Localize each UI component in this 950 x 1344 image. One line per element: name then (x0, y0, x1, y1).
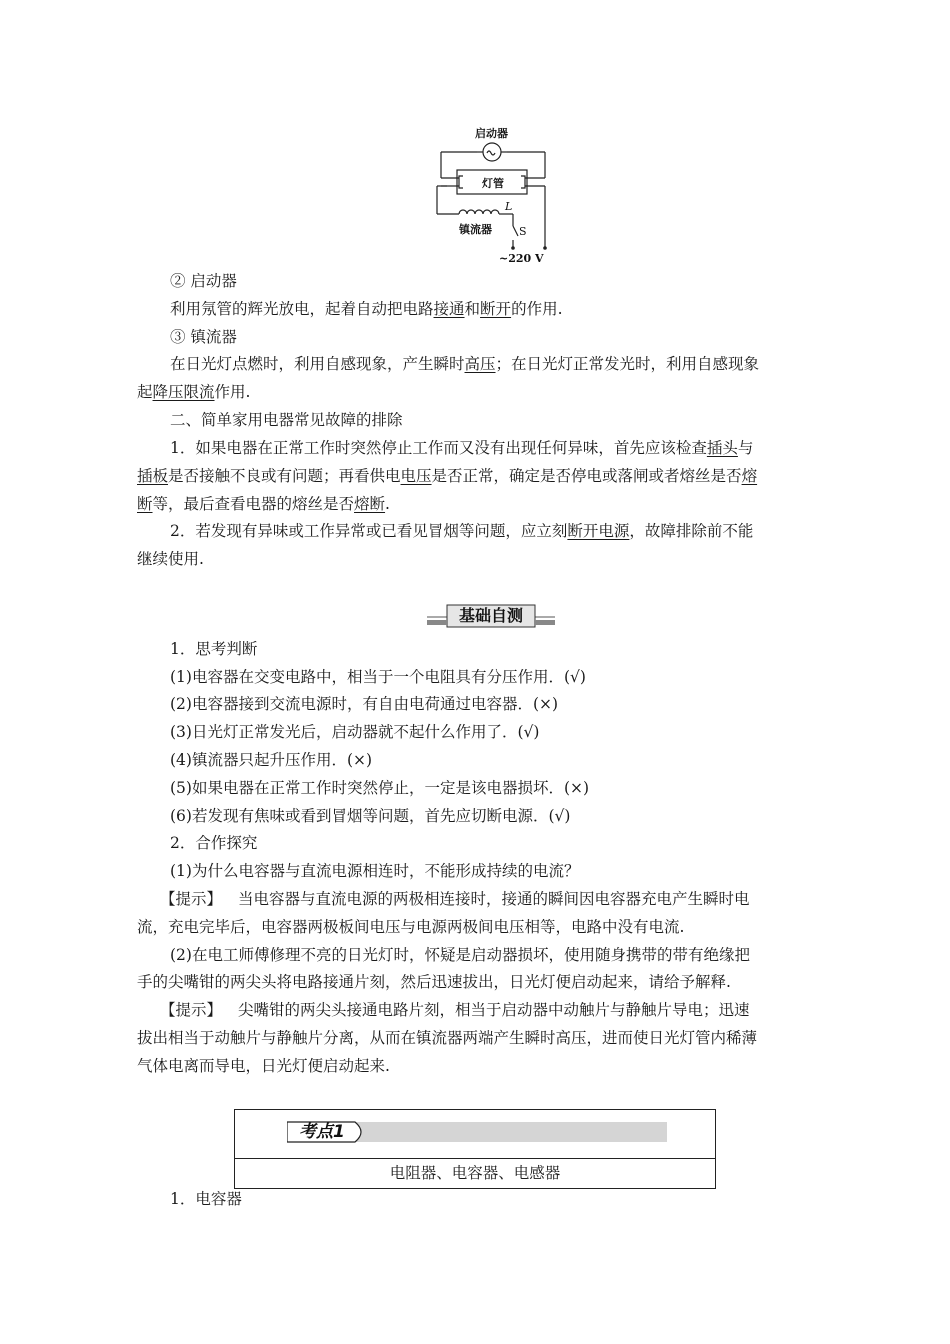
judge-item-5: (5)如果电器在正常工作时突然停止，一定是该电器损坏．(×) (170, 779, 590, 797)
switch-label: S (519, 225, 527, 238)
judge-item-1: (1)电容器在交变电路中，相当于一个电阻具有分压作用．(√) (170, 668, 586, 686)
kaodian-subtitle: 电阻器、电容器、电感器 (389, 1164, 561, 1182)
hint1-line2: 流，充电完毕后，电容器两极板间电压与电源两极间电压相等，电路中没有电流. (137, 918, 685, 936)
hint2-line1: 【提示】 尖嘴钳的两尖头接通电路片刻，相当于启动器中动触片与静触片导电；迅速 (160, 1001, 750, 1019)
inductor-label: L (505, 200, 513, 213)
ballast-heading: ③ 镇流器 (170, 328, 237, 346)
ballast-label: 镇流器 (459, 223, 492, 236)
ballast-paragraph-line1: 在日光灯点燃时，利用自感现象，产生瞬时高压；在日光灯正常发光时，利用自感现象 (170, 355, 760, 373)
hint2-line3: 气体电离而导电，日光灯便启动起来. (137, 1057, 390, 1075)
kaodian-header (235, 1110, 715, 1159)
fault-p1-line2: 插板是否接触不良或有问题；再看供电电压是否正常，确定是否停电或落闸或者熔丝是否熔 (137, 467, 758, 485)
q2-2-line1: (2)在电工师傅修理不亮的日光灯时，怀疑是启动器损坏，使用随身携带的带有绝缘把 (170, 946, 750, 964)
ballast-paragraph-line2: 起降压限流作用. (137, 383, 251, 401)
voltage-label: ~220 V (499, 252, 544, 265)
self-test-title: 基础自测 (458, 606, 523, 625)
judge-item-6: (6)若发现有焦味或看到冒烟等问题，首先应切断电源．(√) (170, 807, 571, 825)
q2-heading: 2．合作探究 (170, 834, 258, 852)
q1-heading: 1．思考判断 (170, 640, 258, 658)
fault-p1-line1: 1．如果电器在正常工作时突然停止工作而又没有出现任何异味，首先应该检查插头与 (170, 439, 754, 457)
fault-p1-line3: 断等，最后查看电器的熔丝是否熔断. (137, 495, 390, 513)
fault-p2-line1: 2．若发现有异味或工作异常或已看见冒烟等问题，应立刻断开电源，故障排除前不能 (170, 522, 754, 540)
fluorescent-lamp-circuit-diagram (425, 122, 555, 267)
capacitor-item: 1．电容器 (170, 1190, 242, 1208)
starter-paragraph: 利用氖管的辉光放电，起着自动把电路接通和断开的作用. (170, 300, 563, 318)
starter-heading: ② 启动器 (170, 272, 237, 290)
q2-2-line2: 手的尖嘴钳的两尖头将电路接通片刻，然后迅速拔出，日光灯便启动起来，请给予解释. (137, 973, 731, 991)
hint1-line1: 【提示】 当电容器与直流电源的两极相连接时，接通的瞬间因电容器充电产生瞬时电 (160, 890, 750, 908)
hint2-line2: 拔出相当于动触片与静触片分离，从而在镇流器两端产生瞬时高压，进而使日光灯管内稀薄 (137, 1029, 758, 1047)
judge-item-4: (4)镇流器只起升压作用．(×) (170, 751, 373, 769)
fault-p2-line2: 继续使用. (137, 550, 204, 568)
judge-item-3: (3)日光灯正常发光后，启动器就不起什么作用了．(√) (170, 723, 540, 741)
starter-label: 启动器 (475, 127, 508, 140)
self-test-banner (427, 604, 555, 630)
judge-item-2: (2)电容器接到交流电源时，有自由电荷通过电容器．(×) (170, 695, 559, 713)
kaodian-box (234, 1109, 716, 1189)
kaodian-tag: 考点1 (299, 1122, 345, 1142)
tube-label: 灯管 (482, 177, 504, 190)
section2-heading: 二、简单家用电器常见故障的排除 (170, 411, 403, 429)
q2-1-question: (1)为什么电容器与直流电源相连时，不能形成持续的电流？ (170, 862, 580, 880)
